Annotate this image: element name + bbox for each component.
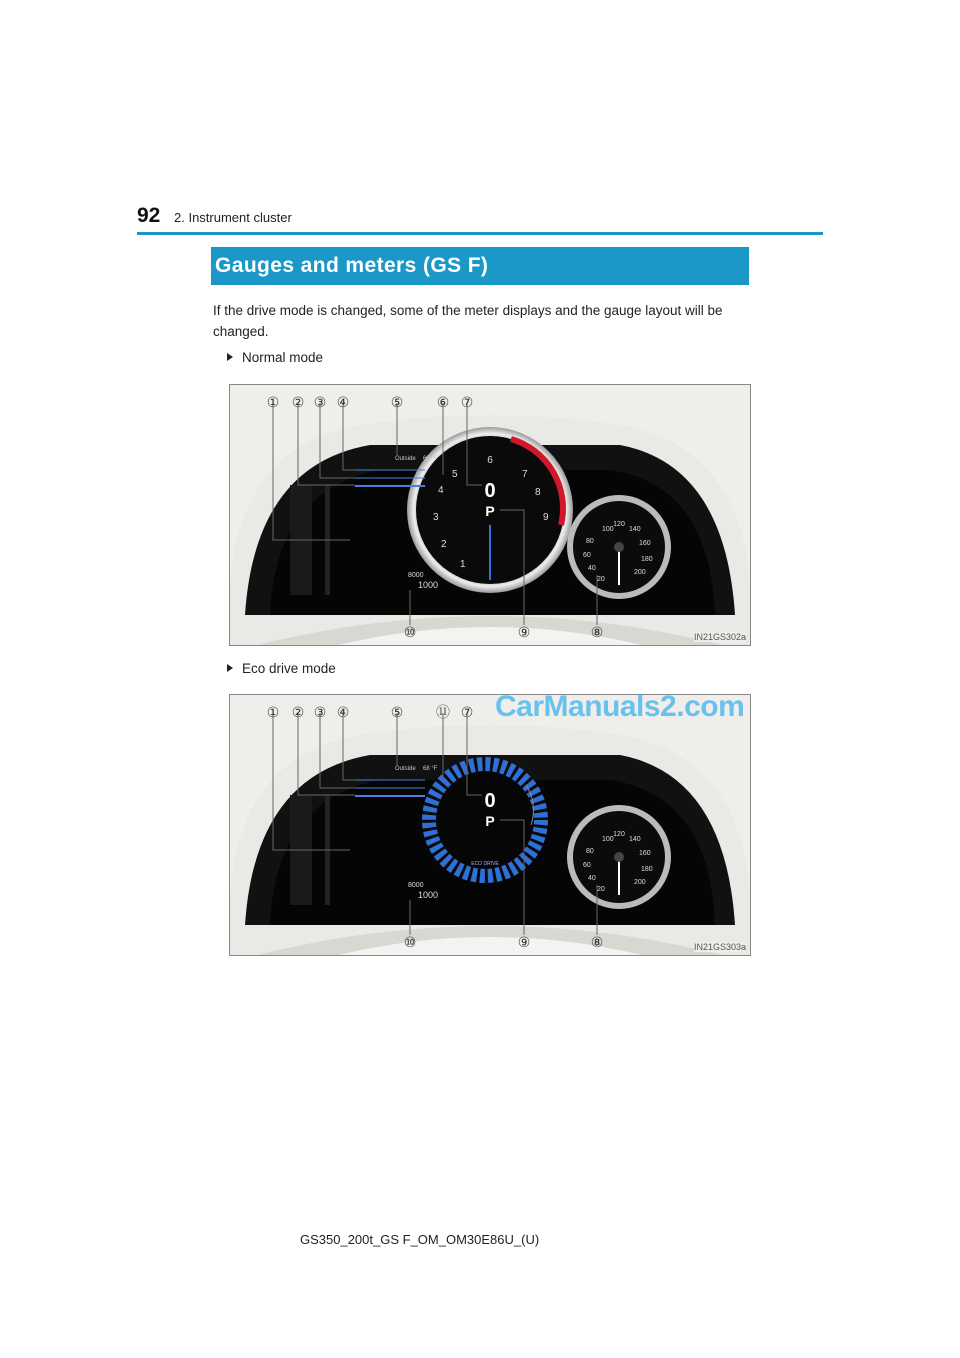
svg-text:60: 60: [583, 862, 591, 869]
page-header: [137, 200, 823, 236]
callout-9: ⑨: [517, 935, 531, 951]
svg-text:6: 6: [487, 455, 493, 466]
callout-5: ⑤: [390, 705, 404, 721]
svg-text:120: 120: [613, 521, 625, 528]
eco-drive-label: ECO DRIVE: [471, 861, 499, 867]
callout-3: ③: [313, 705, 327, 721]
callout-8: ⑧: [590, 625, 604, 641]
intro-paragraph: If the drive mode is changed, some of the meter displays and the gauge layout will be changed.: [213, 303, 723, 339]
svg-text:Outside: Outside: [395, 456, 416, 462]
bullet-triangle-icon: [227, 664, 233, 672]
callout-10: ⑩: [403, 625, 417, 641]
callout-10: ⑩: [403, 935, 417, 951]
cluster-illustration-eco: [230, 695, 750, 955]
svg-text:1000: 1000: [418, 580, 439, 590]
gear-indicator: P: [485, 813, 495, 829]
svg-text:3: 3: [433, 512, 439, 523]
callout-8: ⑧: [590, 935, 604, 951]
svg-text:5: 5: [452, 469, 458, 480]
svg-text:1: 1: [460, 559, 466, 570]
svg-text:140: 140: [629, 526, 641, 533]
svg-text:68 °F: 68 °F: [423, 456, 438, 462]
page-number: 92: [137, 204, 161, 227]
svg-text:8000: 8000: [408, 882, 424, 889]
svg-text:Outside: Outside: [395, 766, 416, 772]
callout-4: ④: [336, 395, 350, 411]
svg-text:1000: 1000: [418, 890, 439, 900]
svg-text:200: 200: [634, 569, 646, 576]
svg-text:100: 100: [602, 526, 614, 533]
svg-text:80: 80: [586, 538, 594, 545]
callout-6: ⑥: [436, 395, 450, 411]
svg-text:2: 2: [441, 539, 447, 550]
speedometer: [567, 805, 671, 909]
svg-text:60: 60: [583, 552, 591, 559]
svg-text:20: 20: [597, 576, 605, 583]
svg-text:8: 8: [535, 487, 541, 498]
image-code: IN21GS302a: [693, 632, 746, 642]
svg-text:120: 120: [613, 831, 625, 838]
svg-text:180: 180: [641, 866, 653, 873]
speedometer: [567, 495, 671, 599]
callout-2: ②: [291, 705, 305, 721]
svg-text:160: 160: [639, 540, 651, 547]
svg-text:80: 80: [586, 848, 594, 855]
bullet-triangle-icon: [227, 353, 233, 361]
speed-readout: 0: [484, 480, 496, 502]
figure-normal-mode: [229, 384, 751, 646]
svg-text:9: 9: [543, 512, 549, 523]
footer-doc-code: GS350_200t_GS F_OM_OM30E86U_(U): [300, 1232, 540, 1247]
callout-9: ⑨: [517, 625, 531, 641]
svg-text:100: 100: [602, 836, 614, 843]
figure-eco-drive-mode: [229, 694, 751, 956]
mode-label-text: Eco drive mode: [242, 661, 336, 676]
svg-text:20: 20: [597, 886, 605, 893]
svg-text:160: 160: [639, 850, 651, 857]
image-code: IN21GS303a: [693, 942, 746, 952]
mode-label-normal: [227, 350, 323, 365]
svg-text:140: 140: [629, 836, 641, 843]
svg-text:68 °F: 68 °F: [423, 766, 438, 772]
section-title: Gauges and meters (GS F): [215, 254, 489, 277]
svg-text:7: 7: [522, 469, 528, 480]
callout-3: ③: [313, 395, 327, 411]
callout-2: ②: [291, 395, 305, 411]
speed-readout: 0: [484, 790, 496, 812]
callout-5: ⑤: [390, 395, 404, 411]
mode-label-eco: [227, 661, 336, 676]
svg-text:40: 40: [588, 875, 596, 882]
svg-text:200: 200: [634, 879, 646, 886]
svg-text:8000: 8000: [408, 572, 424, 579]
callout-1: ①: [266, 395, 280, 411]
callout-4: ④: [336, 705, 350, 721]
gear-indicator: P: [485, 503, 495, 519]
callout-11: ⑪: [436, 705, 450, 721]
tachometer: [407, 427, 573, 593]
eco-ring-gauge: [422, 757, 548, 883]
watermark: CarManuals2.com: [495, 690, 745, 723]
cluster-illustration-normal: [230, 385, 750, 645]
svg-text:180: 180: [641, 556, 653, 563]
svg-text:40: 40: [588, 565, 596, 572]
section-heading-bar: [211, 247, 749, 285]
svg-text:4: 4: [438, 485, 444, 496]
header-rule: [137, 232, 823, 235]
mode-label-text: Normal mode: [242, 350, 324, 365]
callout-1: ①: [266, 705, 280, 721]
callout-7: ⑦: [460, 705, 474, 721]
chapter-title: 2. Instrument cluster: [174, 210, 292, 225]
callout-7: ⑦: [460, 395, 474, 411]
